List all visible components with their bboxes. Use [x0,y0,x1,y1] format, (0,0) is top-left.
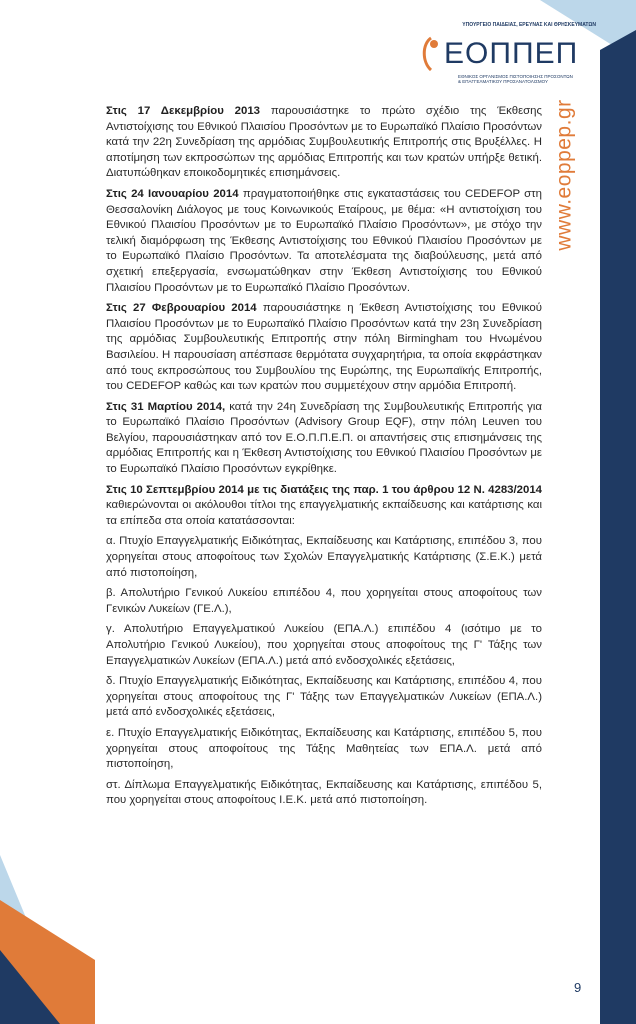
paragraph [106,726,542,773]
paragraph [106,301,542,395]
paragraph [106,622,542,669]
website-vertical-text[interactable] [548,95,582,255]
paragraph-text: στ. Δίπλωμα Επαγγελματικής Ειδικότητας, Εκπαίδευσης και Κατάρτισης, επιπέδου 5, που χορηγείται στους αποφοίτους Ι.Ε.Κ. μετά από πιστοποίηση. [106,778,542,807]
paragraph [106,534,542,581]
paragraph-text: β. Απολυτήριο Γενικού Λυκείου επιπέδου 4, που χορηγείται στους αποφοίτους των Γενικών Λυκείων (ΓΕ.Λ.), [106,587,542,615]
paragraph-text: παρουσιάστηκε το πρώτο σχέδιο της Έκθεσης Αντιστοίχισης του Εθνικού Πλαισίου Προσόντων με το Ευρωπαϊκό Πλαίσιο Προσόντων κατά την 22η Συνεδρίαση της αρμόδιας Συμβουλευτικής Επιτροπής στις Βρυξέλλες. Η αποτίμηση των εκπροσώπων της αρμόδιας Επιτροπής και των κρατών υπήρξε θετική. Διατυπώθηκαν εποικοδομητικές επισημάνσεις. [106,105,542,180]
paragraph-text: πραγματοποιήθηκε στις εγκαταστάσεις του CEDEFOP στη Θεσσαλονίκη Διάλογος με τους Κοινωνικούς Εταίρους, με θέμα: «Η αντιστοίχιση του Εθνικού Πλαισίου Προσόντων με το Ευρωπαϊκό Πλαίσιο Προσόντων», με στόχο την τελική διαμόρφωση της Έκθεσης Αντιστοίχισης του Εθνικού Πλαισίου Προσόντων με το Ευρωπαϊκό Πλαίσιο Προσόντων. Τα αποτελέσματα της διαβούλευσης, μετά από σχετική επεξεργασία, ενσωματώθηκαν στην Έκθεση Αντιστοίχισης του Εθνικού Πλαισίου Προσόντων με το Ευρωπαϊκό Πλαίσιο Προσόντων. [106,187,542,294]
logo-wordmark: ΕΟΠΠΕΠ [444,37,579,70]
paragraph-date-lead: Στις 24 Ιανουαρίου 2014 [106,187,239,200]
paragraph [106,674,542,721]
page-number: 9 [574,980,582,995]
right-navy-band [600,30,636,1024]
paragraph [106,483,542,530]
paragraph [106,104,542,182]
paragraph [106,778,542,809]
paragraph-text: καθιερώνονται οι ακόλουθοι τίτλοι της επαγγελματικής εκπαίδευσης και κατάρτισης και τα επίπεδα στα οποία κατατάσσονται: [106,499,542,527]
paragraph-text: ε. Πτυχίο Επαγγελματικής Ειδικότητας, Εκπαίδευσης και Κατάρτισης, επιπέδου 5, που χορηγείται στους αποφοίτους της Τάξης Μαθητείας των ΕΠΑ.Λ. μετά από πιστοποίηση, [106,726,542,771]
paragraph-date-lead: Στις 31 Μαρτίου 2014, [106,400,226,413]
logo-subtitle-line-2: & ΕΠΑΓΓΕΛΜΑΤΙΚΟΥ ΠΡΟΣΑΝΑΤΟΛΙΣΜΟΥ [458,79,548,84]
document-body [106,104,542,814]
paragraph-text: γ. Απολυτήριο Επαγγελματικού Λυκείου (ΕΠΑ.Λ.) επιπέδου 4 (ισότιμο με το Απολυτήριο Γενικού Λυκείου), που χορηγείται στους αποφοίτους της Γ' Τάξης των Επαγγελματικών Λυκείων (ΕΠΑ.Λ.) μετά από ενδοσχολικές εξετάσεις, [106,623,542,667]
paragraph [106,400,542,478]
logo-subtitle-line-1: ΕΘΝΙΚΟΣ ΟΡΓΑΝΙΣΜΟΣ ΠΙΣΤΟΠΟΙΗΣΗΣ ΠΡΟΣΟΝΤΩΝ [458,74,573,79]
paragraph [106,187,542,296]
paragraph-text: κατά την 24η Συνεδρίαση της Συμβουλευτικής Επιτροπής για το Ευρωπαϊκό Πλαίσιο Προσόντων (Advisory Group EQF), στην πόλη Leuven του Βελγίου, παρουσιάστηκαν από τον Ε.Ο.Π.Π.Ε.Π. οι απαντήσεις στις επισημάνσεις της αρμόδιας Επιτροπής και η Έκθεση Αντιστοίχισης του Εθνικού Πλαισίου Προσόντων με το Ευρωπαϊκό Πλαίσιο Προσόντων εγκρίθηκε. [106,400,542,476]
paragraph-date-lead: Στις 27 Φεβρουαρίου 2014 [106,302,257,315]
ministry-label: ΥΠΟΥΡΓΕΙΟ ΠΑΙΔΕΙΑΣ, ΕΡΕΥΝΑΣ ΚΑΙ ΘΡΗΣΚΕΥΜΑΤΩΝ [462,22,596,28]
logo-emblem-icon [418,34,444,74]
paragraph-date-lead: Στις 17 Δεκεμβρίου 2013 [106,105,261,117]
paragraph-text: δ. Πτυχίο Επαγγελματικής Ειδικότητας, Εκπαίδευσης και Κατάρτισης, επιπέδου 4, που χορηγείται στους αποφοίτους της Γ' Τάξης των Επαγγελματικών Λυκείων (ΕΠΑ.Λ.) μετά από ενδοσχολικές εξετάσεις, [106,675,542,719]
paragraph-date-lead: Στις 10 Σεπτεμβρίου 2014 με τις διατάξεις της παρ. 1 του άρθρου 12 Ν. 4283/2014 [106,483,542,496]
paragraph-text: α. Πτυχίο Επαγγελματικής Ειδικότητας, Εκπαίδευσης και Κατάρτισης, επιπέδου 3, που χορηγείται στους αποφοίτους των Σχολών Επαγγελματικής Κατάρτισης (Σ.Ε.Κ.) μετά από πιστοποίηση, [106,535,542,579]
paragraph [106,586,542,617]
paragraph-text: παρουσιάστηκε η Έκθεση Αντιστοίχισης του Εθνικού Πλαισίου Προσόντων με το Ευρωπαϊκό Πλαίσιο Προσόντων κατά την 23η Συνεδρίαση της αρμόδιας Συμβουλευτικής Επιτροπής στην πόλη Birmingham του Ηνωμένου Βασιλείου. Η παρουσίαση απέσπασε θερμότατα συγχαρητήρια, τα οποία εκφράστηκαν από τους εκπροσώπους του Συμβουλίου της Ευρώπης, της Ευρωπαϊκής Επιτροπής, του CEDEFOP καθώς και των κρατών που συμμετέχουν στην αρμόδια Επιτροπή. [106,302,542,393]
website-url[interactable]: www.eoppep.gr [553,99,577,251]
